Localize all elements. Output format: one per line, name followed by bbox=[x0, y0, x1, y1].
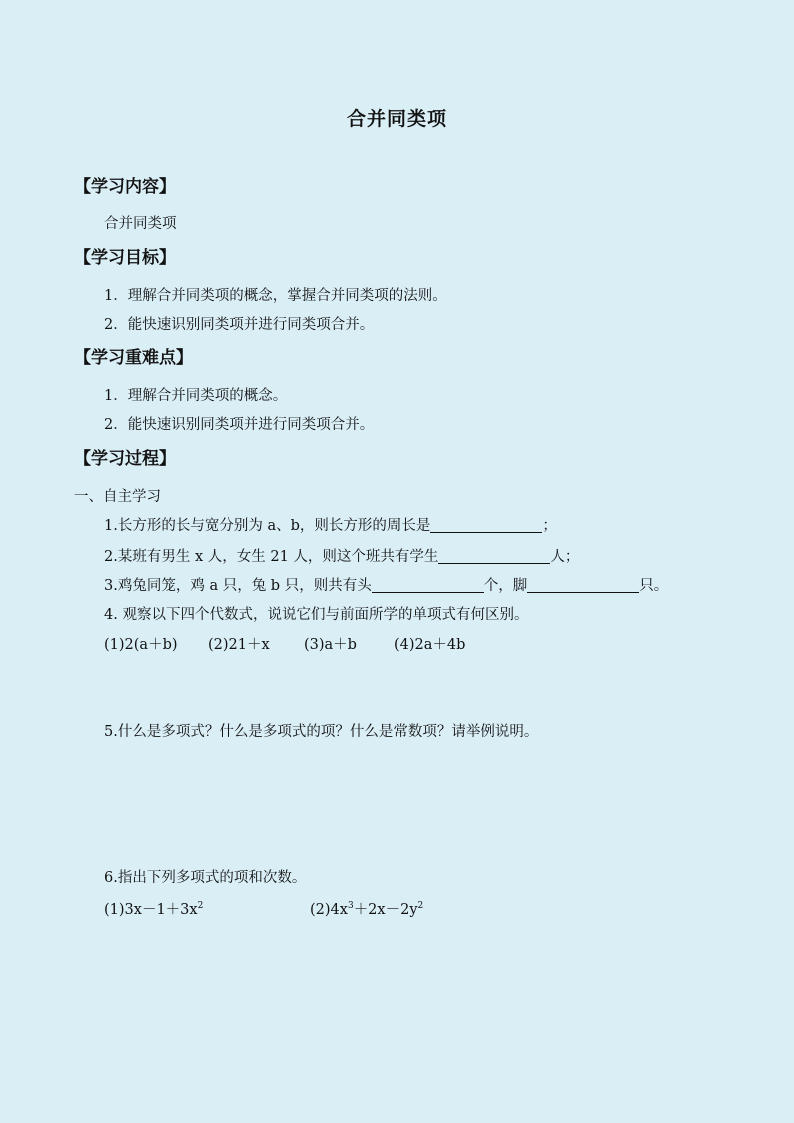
q4-expr-1: (1)2(a＋b) bbox=[104, 637, 178, 653]
section-heading-content: 【学习内容】 bbox=[74, 177, 176, 197]
section-heading-goals: 【学习目标】 bbox=[74, 248, 176, 268]
question-1-end: ； bbox=[542, 518, 557, 534]
q6-expr-1-base: (1)3x－1＋3x bbox=[104, 902, 198, 918]
answer-blank-3a bbox=[372, 576, 484, 593]
key-item-1: 1．理解合并同类项的概念。 bbox=[104, 388, 288, 404]
question-3-text: 3.鸡兔同笼，鸡 a 只，兔 b 只，则共有头 bbox=[104, 578, 372, 594]
question-1 bbox=[104, 514, 557, 535]
question-3 bbox=[104, 574, 668, 595]
q4-expr-3: (3)a＋b bbox=[304, 637, 357, 653]
answer-blank-3b bbox=[527, 576, 639, 593]
question-1-text: 1.长方形的长与宽分别为 a、b，则长方形的周长是 bbox=[104, 518, 431, 534]
q4-expr-4: (4)2a＋4b bbox=[394, 637, 466, 653]
q6-expr-2-rest: ＋2x－2y bbox=[353, 902, 418, 918]
self-study-heading: 一、自主学习 bbox=[74, 489, 161, 505]
q6-expr-2-exponent-1: 3 bbox=[347, 901, 354, 911]
q6-expr-1 bbox=[104, 898, 203, 919]
question-4: 4. 观察以下四个代数式，说说它们与前面所学的单项式有何区别。 bbox=[104, 607, 529, 623]
question-3-end: 只。 bbox=[639, 578, 669, 594]
section-heading-key-points: 【学习重难点】 bbox=[74, 348, 193, 368]
key-item-2: 2．能快速识别同类项并进行同类项合并。 bbox=[104, 417, 375, 433]
content-text: 合并同类项 bbox=[104, 216, 177, 232]
question-2 bbox=[104, 545, 579, 566]
goal-item-1: 1．理解合并同类项的概念，掌握合并同类项的法则。 bbox=[104, 288, 447, 304]
q6-expr-1-exponent: 2 bbox=[197, 901, 204, 911]
question-2-end: 人； bbox=[550, 549, 580, 565]
question-3-mid: 个，脚 bbox=[483, 578, 528, 594]
answer-blank-1 bbox=[430, 516, 542, 533]
question-5: 5.什么是多项式？什么是多项式的项？什么是常数项？请举例说明。 bbox=[104, 724, 539, 740]
q6-expr-2-base: (2)4x bbox=[310, 902, 348, 918]
question-6: 6.指出下列多项式的项和次数。 bbox=[104, 870, 307, 886]
q6-expr-2-exponent-2: 2 bbox=[417, 901, 424, 911]
question-2-text: 2.某班有男生 x 人，女生 21 人，则这个班共有学生 bbox=[104, 549, 439, 565]
page-title: 合并同类项 bbox=[346, 108, 447, 130]
answer-blank-2 bbox=[438, 547, 550, 564]
section-heading-process: 【学习过程】 bbox=[74, 449, 176, 469]
goal-item-2: 2．能快速识别同类项并进行同类项合并。 bbox=[104, 317, 375, 333]
q6-expr-2 bbox=[310, 898, 423, 919]
q4-expr-2: (2)21＋x bbox=[208, 637, 270, 653]
